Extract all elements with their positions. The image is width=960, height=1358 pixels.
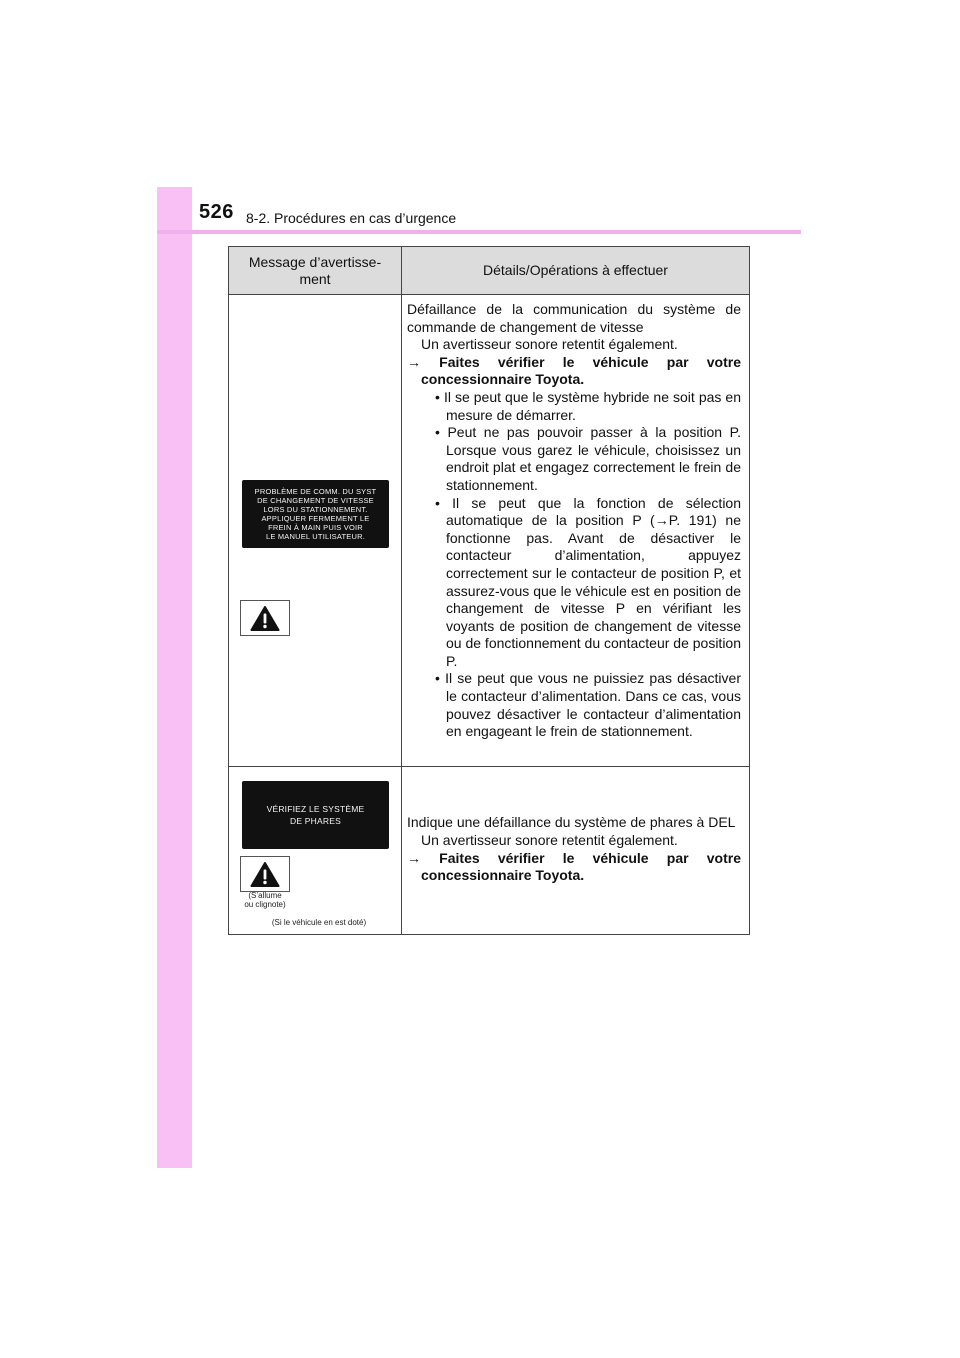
warning-triangle-icon <box>240 600 290 636</box>
details-intro: Défaillance de la communication du système de commande de changement de vitesse <box>407 301 741 335</box>
details-cell <box>402 295 750 767</box>
warning-message-cell <box>229 295 402 767</box>
warning-message-table <box>228 246 750 935</box>
buzzer-note: Un avertisseur sonore retentit également. <box>421 336 678 353</box>
warning-message-cell <box>229 767 402 935</box>
chapter-side-band <box>157 187 192 1168</box>
warning-triangle-icon <box>240 856 290 892</box>
header-warning-message: Message d’avertisse- ment <box>229 247 402 295</box>
list-item: • Il se peut que le système hybride ne soit pas en mesure de démarrer. <box>407 389 741 424</box>
icon-behavior-note: (S’allume ou clignote) <box>244 891 286 909</box>
equipment-note: (Si le véhicule en est doté) <box>271 918 367 927</box>
list-item: • Il se peut que vous ne puissiez pas désactiver le contacteur d’alimentation. Dans ce cas, vous pouvez désactiver le contacteur d’alimentation en engageant le frein de stationnement. <box>407 670 741 740</box>
buzzer-note: Un avertisseur sonore retentit également. <box>421 831 678 848</box>
header-details: Détails/Opérations à effectuer <box>402 247 750 295</box>
display-message-screen: PROBLÈME DE COMM. DU SYST DE CHANGEMENT DE VITESSE LORS DU STATIONNEMENT. APPLIQUER FERMEMENT LE FREIN À MAIN PUIS VOIR LE MANUEL UTILISATEUR. <box>242 480 389 548</box>
details-intro: Indique une défaillance du système de phares à DEL <box>407 814 736 831</box>
table-row <box>229 767 750 935</box>
table-row <box>229 295 750 767</box>
dealer-action: → Faites vérifier le véhicule par votre concessionnaire Toyota. <box>407 353 741 388</box>
page-number: 526 <box>199 201 234 223</box>
list-item: • Il se peut que la fonction de sélection automatique de la position P (→P. 191) ne fonctionne pas. Avant de désactiver le contacteur d’alimentation, appuyez correctement sur le contacteur de position P, et assurez-vous que le véhicule est en position de changement de vitesse P en vérifiant les voyants de position de changement de vitesse ou de fonctionnement du contacteur de position P. <box>407 495 741 671</box>
table-header-row <box>229 247 750 295</box>
display-message-screen: VÉRIFIEZ LE SYSTÈME DE PHARES <box>242 781 389 849</box>
list-item: • Peut ne pas pouvoir passer à la position P. Lorsque vous garez le véhicule, choisissez un endroit plat et engagez correctement le frein de stationnement. <box>407 424 741 494</box>
details-cell <box>402 767 750 935</box>
header-rule <box>157 230 801 234</box>
dealer-action: → Faites vérifier le véhicule par votre concessionnaire Toyota. <box>407 849 741 884</box>
section-title: 8-2. Procédures en cas d’urgence <box>246 210 457 226</box>
